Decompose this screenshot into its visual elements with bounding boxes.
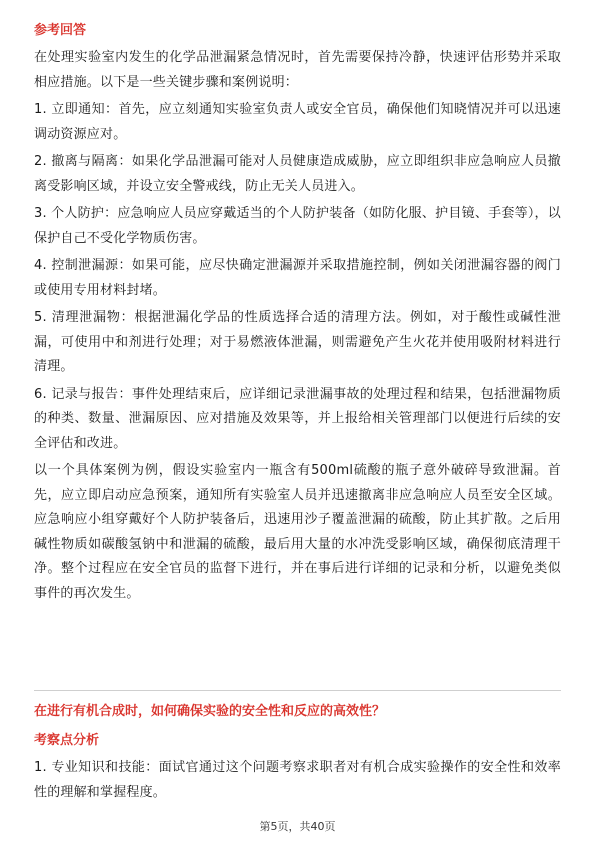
answer-case-example: 以一个具体案例为例，假设实验室内一瓶含有500ml硫酸的瓶子意外破碎导致泄漏。首先，应立即启动应急预案，通知所有实验室人员并迅速撤离非应急响应人员至安全区域。应急响应小组穿戴好个人防护装备后，迅速用沙子覆盖泄漏的硫酸，防止其扩散。之后用碱性物质如碳酸氢钠中和泄漏的硫酸，最后用大量的水冲洗受影响区域，确保彻底清理干净。整个过程应在安全官员的监督下进行，并在事后进行详细的记录和分析，以避免类似事件的再次发生。 (34, 463, 561, 601)
page-number: 第5页，共40页 (259, 820, 336, 833)
answer-step-notify: 1. 立即通知：首先，应立刻通知实验室负责人或安全官员，确保他们知晓情况并可以迅速调动资源应对。 (34, 102, 561, 142)
analysis-point-1: 1. 专业知识和技能：面试官通过这个问题考察求职者对有机合成实验操作的安全性和效率性的理解和掌握程度。 (34, 760, 561, 800)
reference-answer-title: 参考回答 (34, 23, 87, 38)
answer-step-control-source: 4. 控制泄漏源：如果可能，应尽快确定泄漏源并采取措施控制，例如关闭泄漏容器的阀门或使用专用材料封堵。 (34, 258, 561, 298)
answer-step-evacuate: 2. 撤离与隔离：如果化学品泄漏可能对人员健康造成威胁，应立即组织非应急响应人员撤离受影响区域，并设立安全警戒线，防止无关人员进入。 (34, 154, 561, 194)
section-divider (34, 690, 561, 691)
reference-answer-section (34, 22, 561, 609)
analysis-title: 考察点分析 (34, 733, 100, 748)
answer-step-cleanup: 5. 清理泄漏物：根据泄漏化学品的性质选择合适的清理方法。例如，对于酸性或碱性泄漏，可使用中和剂进行处理；对于易燃液体泄漏，则需避免产生火花并使用吸附材料进行清理。 (34, 310, 561, 374)
answer-step-protection: 3. 个人防护：应急响应人员应穿戴适当的个人防护装备（如防化服、护目镜、手套等），以保护自己不受化学物质伤害。 (34, 206, 561, 246)
answer-intro-paragraph: 在处理实验室内发生的化学品泄漏紧急情况时，首先需要保持冷静，快速评估形势并采取相应措施。以下是一些关键步骤和案例说明： (34, 50, 561, 90)
next-question-section (34, 703, 561, 808)
answer-step-record-report: 6. 记录与报告：事件处理结束后，应详细记录泄漏事故的处理过程和结果，包括泄漏物质的种类、数量、泄漏原因、应对措施及效果等，并上报给相关管理部门以便进行后续的安全评估和改进。 (34, 386, 561, 451)
question-heading: 在进行有机合成时，如何确保实验的安全性和反应的高效性？ (34, 704, 386, 719)
